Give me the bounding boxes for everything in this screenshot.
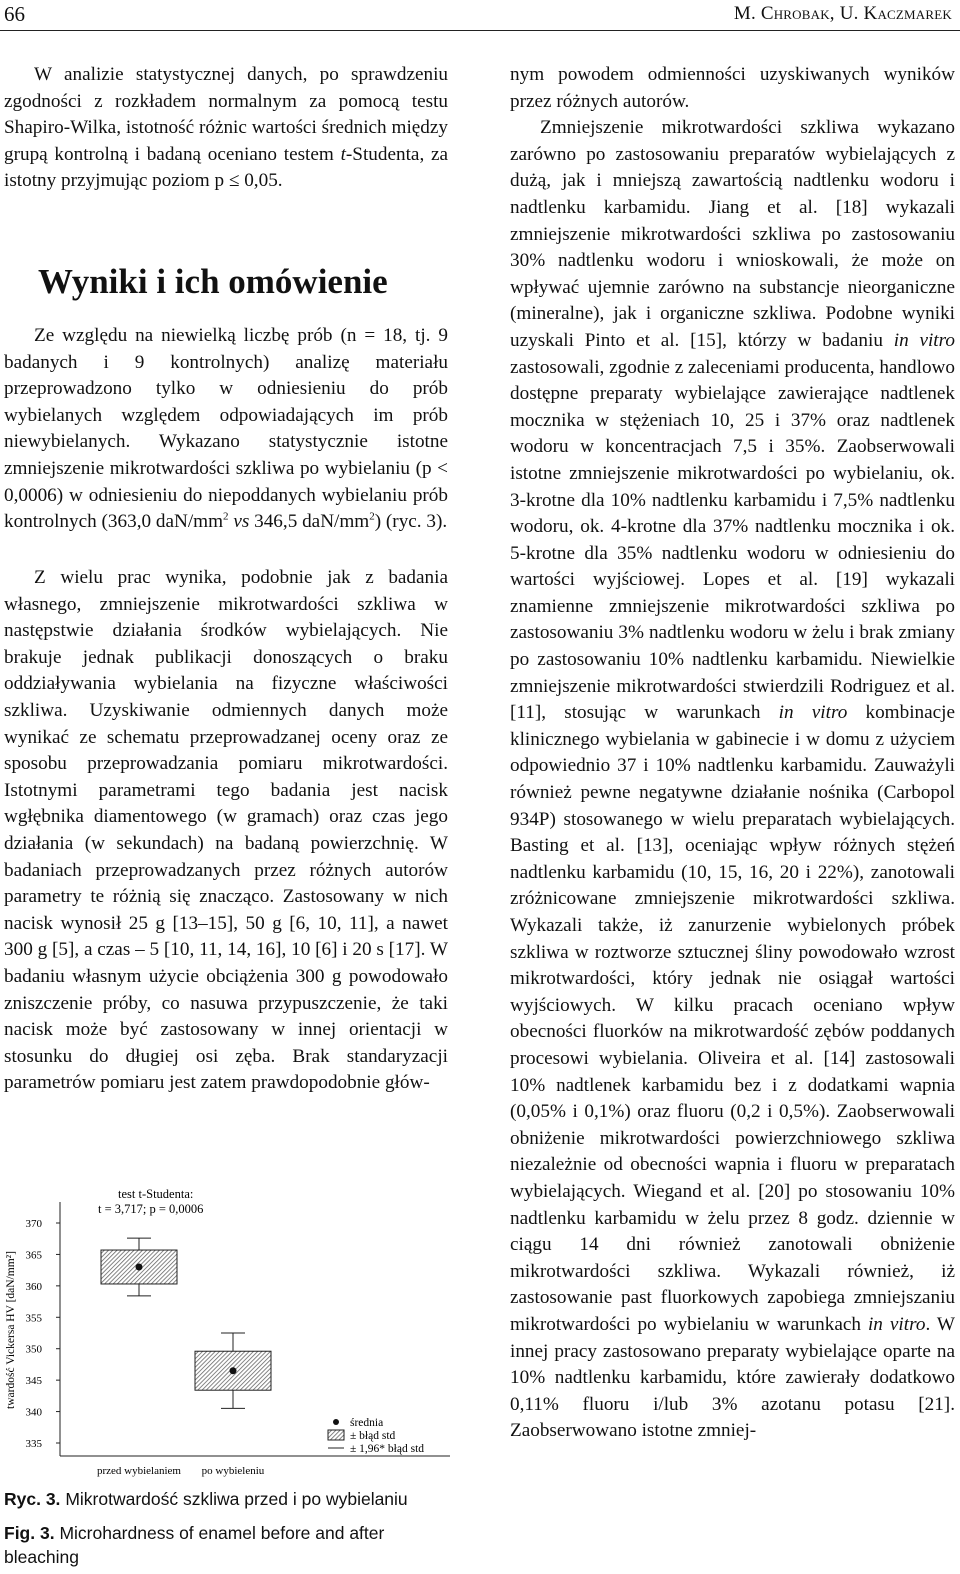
- mean-point: [136, 1264, 143, 1271]
- paragraph-statistics: W analizie statystycznej danych, po sprawdzeniu zgodności z rozkładem normalnym za pomocą testu Shapiro-Wilka, istotność różnic wartości średnich między grupą kontrolną i badaną oceniano testem t-Studenta, za istotny przyjmując poziom p ≤ 0,05.: [4, 64, 448, 192]
- caption-en-label: Fig. 3.: [4, 1523, 55, 1543]
- legend-box-swatch: [328, 1430, 344, 1440]
- caption-pl-text: Mikrotwardość szkliwa przed i po wybielaniu: [65, 1489, 408, 1509]
- mean-point: [230, 1367, 237, 1374]
- y-tick-label: 335: [25, 1438, 42, 1450]
- box-plot-chart: [0, 1180, 460, 1480]
- y-tick-label: 345: [25, 1375, 42, 1388]
- caption-en: [4, 1521, 456, 1569]
- legend-label: ± błąd std: [350, 1430, 396, 1442]
- section-heading: Wyniki i ich omówienie: [38, 262, 388, 301]
- x-category-label: po wybieleniu: [201, 1465, 265, 1477]
- caption-pl-label: Ryc. 3.: [4, 1489, 61, 1509]
- left-column-intro: [4, 62, 448, 195]
- legend: [328, 1417, 424, 1455]
- y-tick-label: 365: [25, 1249, 42, 1262]
- paragraph-continuation: nym powodem odmienności uzyskiwanych wyników przez różnych autorów.: [510, 64, 955, 112]
- left-column-discussion: [4, 565, 448, 1097]
- y-tick-label: 355: [25, 1312, 42, 1325]
- running-header: [0, 0, 960, 34]
- running-authors: M. Chrobak, U. Kaczmarek: [733, 3, 952, 24]
- test-result: t = 3,717; p = 0,0006: [98, 1202, 204, 1216]
- legend-label: średnia: [350, 1417, 384, 1429]
- legend-label: ± 1,96* błąd std: [350, 1443, 425, 1455]
- test-label: test t-Studenta:: [118, 1187, 194, 1201]
- left-column-results: [4, 323, 448, 536]
- header-rule: [0, 30, 960, 31]
- paragraph-literature: Zmniejszenie mikrotwardości szkliwa wykazano zarówno po zastosowaniu preparatów wybielających z dużą, jak i mniejszą zawartością nadtlenku wodoru i nadtlenku karbamidu. Jiang et al. [18] wykazali zmniejszenie mikrotwardości szkliwa po zastosowaniu 30% nadtlenku wodoru i wnioskowali, że może on wpływać ujemnie zarówno na substancje nieorganiczne (mineralne), jak i organiczne szkliwa. Podobne wyniki uzyskali Pinto et al. [15], którzy w badaniu in vitro zastosowali, zgodnie z zaleceniami producenta, handlowo dostępne preparaty wybielające zawierające nadtlenek mocznika w stężeniach 10, 25 i 37% oraz nadtlenek wodoru w koncentracjach 7,5 i 35%. Zaobserwowali istotne zmniejszenie mikrotwardości po wybielaniu, ok. 3-krotne dla 10% nadtlenku karbamidu i 7,5% nadtlenku wodoru, ok. 4-krotne dla 37% nadtlenku mocznika i ok. 5-krotne dla 35% nadtlenku wodoru w odniesieniu do wartości wyjściowej. Lopes et al. [19] wykazali znamienne zmniejszenie mikrotwardości szkliwa po zastosowaniu 3% nadtlenku wodoru w żelu i brak zmiany po zastosowaniu 10% nadtlenku karbamidu. Niewielkie zmniejszenie mikrotwardości stwierdzili Rodriguez et al. [11], stosując w warunkach in vitro kombinacje klinicznego wybielania w gabinecie i w domu z użyciem odpowiednio 37 i 10% nadtlenku karbamidu. Zauważyli również pewne negatywne działanie nośnika (Carbopol 934P) stosowanego w wielu preparatach wybielających. Basting et al. [13], oceniając wpływ różnych stężeń nadtlenku karbamidu (10, 15, 16, 20 i 22%), zanotowali zróżnicowane zmniejszenie mikrotwardości szkliwa. Wykazali także, iż zanurzenie wybielonych próbek szkliwa w roztworze sztucznej śliny powodowało wzrost mikrotwardości, który jednak nie osiągał wartości wyjściowych. W kilku pracach oceniano wpływ obecności fluorków na mikrotwardość zębów poddanych procesowi wybielania. Oliveira et al. [14] zastosowali 10% nadtlenek karbamidu bez i z dodatkami wapnia (0,05% i 0,1%) oraz fluoru (0,2 i 0,5%). Zaobserwowali obniżenie mikrotwardości powierzchniowego szkliwa niezależnie od obecności wapnia i fluoru w preparatach wybielających. Wiegand et al. [20] po stosowaniu 10% nadtlenku karbamidu w żelu przez 8 godz. dziennie w ciągu 14 dni również zanotowali obniżenie mikrotwardości szkliwa. Wykazali również, iż zastosowanie past fluorkowych zapobiega zmniejszaniu mikrotwardości po wybielaniu w warunkach in vitro. W innej pracy zastosowano preparaty wybielające oparte na 10% nadtlenku karbamidu, które zawierały dodatkowo 0,11% fluoru i/lub 3% azotanu potasu [21]. Zaobserwowano istotne zmniej-: [510, 117, 956, 1442]
- y-tick-label: 370: [25, 1218, 42, 1230]
- y-axis-label: twardość Vickersa HV [daN/mm²]: [5, 1251, 17, 1409]
- paragraph-results: Ze względu na niewielką liczbę prób (n = 18, tj. 9 badanych i 9 kontrolnych) analizę materiału przeprowadzono tylko w odniesieniu do prób wybielanych względem odpowiadających im prób niewybielanych. Wykazano statystycznie istotne zmniejszenie mikrotwardości szkliwa po wybielaniu (p < 0,0006) w odniesieniu do niepoddanych wybielaniu prób kontrolnych (363,0 daN/$mm^2$ vs 346,5 daN/$mm^2$) (ryc. 3).: [4, 325, 448, 533]
- figure-3: [0, 1180, 460, 1480]
- right-column: [510, 62, 955, 1445]
- caption-en-text: Microhardness of enamel before and after bleaching: [4, 1523, 385, 1567]
- y-tick-label: 350: [25, 1343, 42, 1356]
- caption-pl: [4, 1487, 456, 1511]
- page-number: 66: [4, 2, 25, 26]
- paragraph-discussion: Z wielu prac wynika, podobnie jak z badania własnego, zmniejszenie mikrotwardości szkliwa w następstwie działania środków wybielających. Nie brakuje jednak publikacji donoszących o braku oddziaływania wybielania na fizyczne właściwości szkliwa. Uzyskiwanie odmiennych danych może wynikać ze schematu przeprowadzanej oceny oraz ze sposobu przeprowadzania pomiaru mikrotwardości. Istotnymi parametrami tego badania jest nacisk wgłębnika diamentowego (w gramach) oraz czas jego działania (w sekundach) na badaną powierzchnię. W badaniach przeprowadzanych przez różnych autorów parametry te różnią się znacząco. Zastosowany w nich nacisk wynosił 25 g [13–15], 50 g [6, 10, 11], a nawet 300 g [5], a czas – 5 [10, 11, 14, 16], 10 [6] i 20 s [17]. W badaniu własnym użycie obciążenia 300 g powodowało zniszczenie próby, co nasuwa przypuszczenie, że taki nacisk może być zastosowany w innej orientacji w stosunku do długiej osi zęba. Brak standaryzacji parametrów pomiaru jest zatem prawdopodobnie głów-: [4, 567, 448, 1094]
- legend-mean-marker: [333, 1419, 339, 1425]
- y-tick-label: 360: [25, 1280, 42, 1293]
- x-category-label: przed wybielaniem: [97, 1465, 181, 1477]
- y-tick-label: 340: [25, 1406, 42, 1419]
- figure-captions: [4, 1487, 456, 1569]
